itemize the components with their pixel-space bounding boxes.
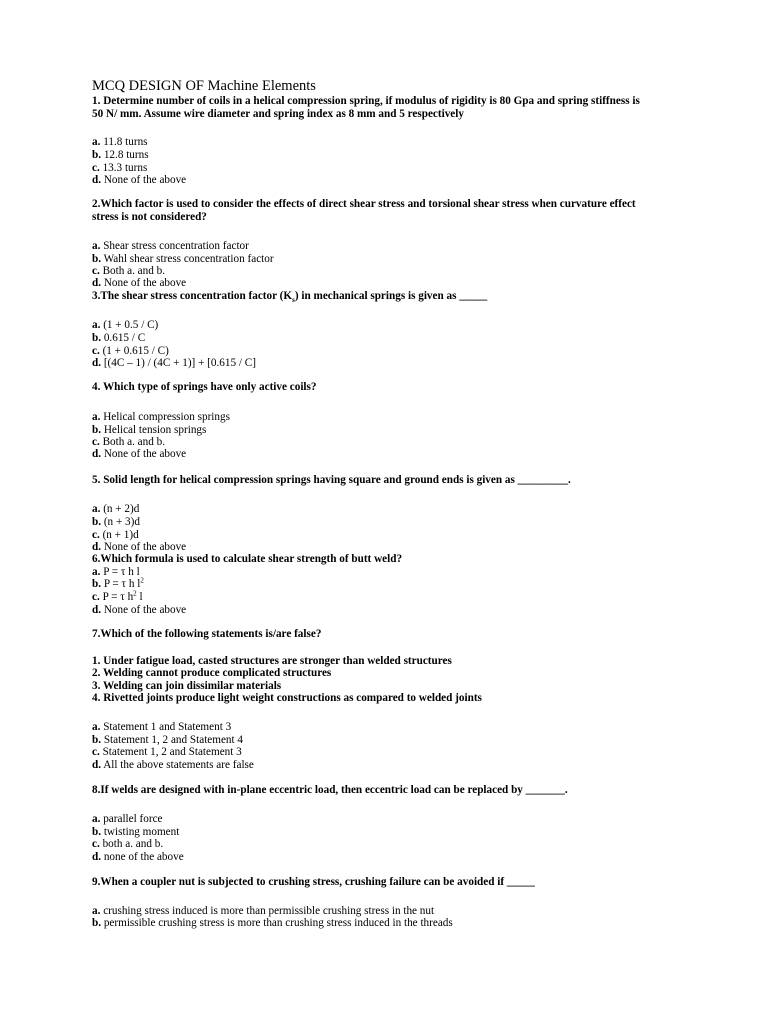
question-3-text-start: 3.The shear stress concentration factor (K bbox=[92, 290, 293, 302]
question-5-text: 5. Solid length for helical compression springs having square and ground ends is given as _________. bbox=[92, 474, 571, 486]
option-label: c. bbox=[92, 436, 100, 448]
option-text: None of the above bbox=[103, 174, 187, 186]
option-label: d. bbox=[92, 759, 102, 771]
option-label: a. bbox=[92, 566, 101, 578]
question-4-text: 4. Which type of springs have only active coils? bbox=[92, 381, 317, 393]
option-label: d. bbox=[92, 851, 102, 863]
option-label: b. bbox=[92, 149, 102, 161]
option-label: c. bbox=[92, 838, 100, 850]
option-text: none of the above bbox=[103, 851, 184, 863]
document-title: MCQ DESIGN OF Machine Elements bbox=[92, 78, 316, 94]
question-6-option-d bbox=[92, 604, 186, 617]
option-text: Helical tension springs bbox=[103, 424, 207, 436]
question-9-option-b bbox=[92, 917, 453, 930]
option-text: 0.615 / C bbox=[103, 332, 146, 344]
option-text: parallel force bbox=[103, 813, 163, 825]
option-text: both a. and b. bbox=[102, 838, 164, 850]
option-label: b. bbox=[92, 826, 102, 838]
question-7-option-c bbox=[92, 746, 242, 759]
question-3-text-end: ) in mechanical springs is given as _____ bbox=[294, 290, 488, 302]
option-text: (n + 3)d bbox=[103, 516, 140, 528]
question-7-text: 7.Which of the following statements is/are false? bbox=[92, 628, 322, 640]
option-text: 11.8 turns bbox=[103, 136, 148, 148]
question-7-statement-1: 1. Under fatigue load, casted structures are stronger than welded structures bbox=[92, 655, 452, 667]
question-1-option-d bbox=[92, 174, 186, 187]
question-9-text: 9.When a coupler nut is subjected to crushing stress, crushing failure can be avoided if _____ bbox=[92, 876, 535, 888]
option-text: Wahl shear stress concentration factor bbox=[103, 253, 274, 265]
option-text: (1 + 0.615 / C) bbox=[102, 345, 169, 357]
option-text-end: l bbox=[136, 591, 143, 603]
option-text: Both a. and b. bbox=[102, 265, 166, 277]
option-text: None of the above bbox=[103, 277, 187, 289]
question-5-option-b bbox=[92, 516, 140, 529]
question-8-option-c bbox=[92, 838, 163, 851]
option-label: c. bbox=[92, 265, 100, 277]
question-1-option-a bbox=[92, 136, 148, 149]
question-8-text: 8.If welds are designed with in-plane eccentric load, then eccentric load can be replaced by _______. bbox=[92, 784, 568, 796]
option-text: crushing stress induced is more than permissible crushing stress in the nut bbox=[103, 905, 435, 917]
question-7-option-d bbox=[92, 759, 254, 772]
option-label: b. bbox=[92, 516, 102, 528]
option-label: c. bbox=[92, 162, 100, 174]
option-label: b. bbox=[92, 917, 102, 929]
option-label: a. bbox=[92, 813, 101, 825]
option-text: Shear stress concentration factor bbox=[103, 240, 249, 252]
question-1-option-b bbox=[92, 149, 149, 162]
option-label: a. bbox=[92, 136, 101, 148]
question-7-statement-2: 2. Welding cannot produce complicated structures bbox=[92, 667, 332, 679]
question-3-text bbox=[92, 290, 487, 303]
question-3-option-b bbox=[92, 332, 145, 345]
option-text: (1 + 0.5 / C) bbox=[103, 319, 159, 331]
option-label: a. bbox=[92, 721, 101, 733]
option-text: None of the above bbox=[103, 448, 187, 460]
option-text: twisting moment bbox=[103, 826, 180, 838]
question-2-text-cont: stress is not considered? bbox=[92, 211, 207, 223]
subscript-s: s bbox=[292, 296, 295, 305]
question-2-option-a bbox=[92, 240, 249, 253]
question-6-text: 6.Which formula is used to calculate shear strength of butt weld? bbox=[92, 553, 403, 565]
option-label: c. bbox=[92, 345, 100, 357]
option-text: Statement 1, 2 and Statement 4 bbox=[103, 734, 244, 746]
question-2-option-d bbox=[92, 277, 186, 290]
option-text: [(4C – 1) / (4C + 1)] + [0.615 / C] bbox=[103, 357, 256, 369]
option-text: P = τ h bbox=[102, 591, 134, 603]
question-4-option-a bbox=[92, 411, 230, 424]
question-8-option-d bbox=[92, 851, 184, 864]
option-label: a. bbox=[92, 319, 101, 331]
option-label: d. bbox=[92, 448, 102, 460]
option-text: P = τ h l bbox=[103, 566, 140, 578]
option-label: a. bbox=[92, 411, 101, 423]
option-label: c. bbox=[92, 529, 100, 541]
option-label: b. bbox=[92, 578, 102, 590]
question-1-text-cont: 50 N/ mm. Assume wire diameter and spring index as 8 mm and 5 respectively bbox=[92, 108, 464, 120]
question-7-statement-4: 4. Rivetted joints produce light weight constructions as compared to welded joints bbox=[92, 692, 482, 704]
option-text: Helical compression springs bbox=[103, 411, 230, 423]
option-label: a. bbox=[92, 240, 101, 252]
option-text: Statement 1 and Statement 3 bbox=[103, 721, 232, 733]
option-label: d. bbox=[92, 357, 102, 369]
option-text: Statement 1, 2 and Statement 3 bbox=[102, 746, 242, 758]
option-text: (n + 2)d bbox=[103, 503, 140, 515]
question-3-option-d bbox=[92, 357, 256, 370]
superscript-2: 2 bbox=[140, 576, 144, 585]
option-label: b. bbox=[92, 734, 102, 746]
superscript-2: 2 bbox=[133, 589, 137, 598]
question-7-statement-3: 3. Welding can join dissimilar materials bbox=[92, 680, 282, 692]
option-label: b. bbox=[92, 253, 102, 265]
question-1-text: 1. Determine number of coils in a helical compression spring, if modulus of rigidity is 80 Gpa and spring stiffness is bbox=[92, 95, 640, 107]
option-label: a. bbox=[92, 905, 101, 917]
option-text: permissible crushing stress is more than crushing stress induced in the threads bbox=[103, 917, 453, 929]
option-label: c. bbox=[92, 591, 100, 603]
option-label: b. bbox=[92, 424, 102, 436]
option-label: d. bbox=[92, 277, 102, 289]
question-8-option-a bbox=[92, 813, 163, 826]
option-label: c. bbox=[92, 746, 100, 758]
question-5-option-a bbox=[92, 503, 139, 516]
option-label: d. bbox=[92, 604, 102, 616]
option-text: None of the above bbox=[103, 541, 187, 553]
option-text: (n + 1)d bbox=[102, 529, 139, 541]
option-label: b. bbox=[92, 332, 102, 344]
question-3-option-a bbox=[92, 319, 158, 332]
option-text: 12.8 turns bbox=[103, 149, 149, 161]
question-4-option-d bbox=[92, 448, 186, 461]
question-6-option-c bbox=[92, 591, 143, 604]
option-text: All the above statements are false bbox=[103, 759, 254, 771]
option-label: d. bbox=[92, 174, 102, 186]
option-text: P = τ h l bbox=[103, 578, 141, 590]
option-label: a. bbox=[92, 503, 101, 515]
question-2-text: 2.Which factor is used to consider the effects of direct shear stress and torsional shear stress when curvature effect bbox=[92, 198, 636, 210]
option-text: None of the above bbox=[103, 604, 187, 616]
option-text: Both a. and b. bbox=[102, 436, 166, 448]
option-label: d. bbox=[92, 541, 102, 553]
question-7-option-a bbox=[92, 721, 231, 734]
option-text: 13.3 turns bbox=[102, 162, 148, 174]
